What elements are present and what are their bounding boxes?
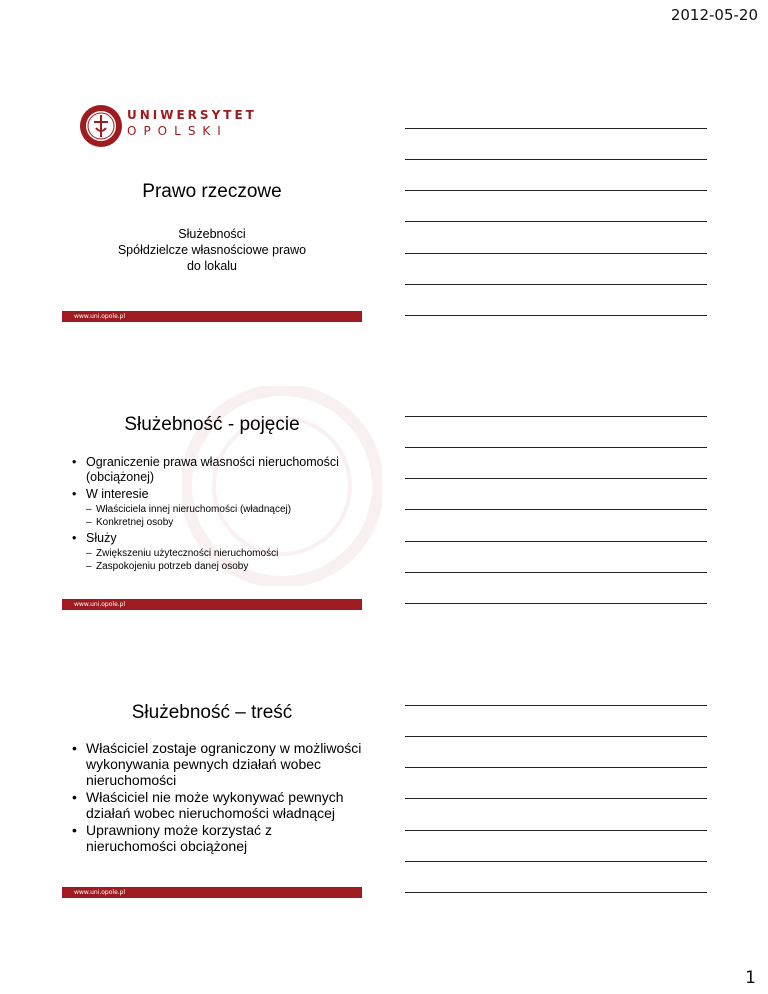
university-logo — [79, 104, 279, 154]
note-line — [405, 705, 707, 706]
sub-bullet-item: – Konkretnej osoby — [86, 516, 362, 529]
print-date: 2012-05-20 — [670, 6, 758, 24]
notes-lines-2 — [405, 416, 707, 608]
slide-subtitle — [62, 226, 362, 274]
note-line — [405, 447, 707, 448]
subtitle-line: do lokalu — [186, 259, 238, 273]
note-line — [405, 509, 707, 510]
notes-lines-1 — [405, 128, 707, 320]
bullet-list — [72, 455, 362, 575]
note-line — [405, 603, 707, 604]
note-line — [405, 253, 707, 254]
note-line — [405, 190, 707, 191]
logo-wordmark — [127, 108, 257, 138]
bullet-item — [72, 455, 362, 485]
note-line — [405, 315, 707, 316]
note-line — [405, 128, 707, 129]
footer-url: www.uni.opole.pl — [74, 313, 126, 320]
note-line — [405, 736, 707, 737]
bullet-item — [72, 531, 362, 573]
slide-3 — [62, 654, 362, 898]
sub-bullet-list — [86, 503, 362, 529]
footer-url: www.uni.opole.pl — [74, 601, 126, 608]
page-number: 1 — [745, 968, 756, 988]
sub-bullet-item: – Zwiększeniu użyteczności nieruchomości — [86, 547, 362, 560]
logo-line1: UNIWERSYTET — [127, 108, 257, 122]
sub-bullet-item: – Zaspokojeniu potrzeb danej osoby — [86, 560, 362, 573]
subtitle-line: Spółdzielcze własnościowe prawo — [117, 243, 307, 257]
slide-1 — [62, 76, 362, 322]
note-line — [405, 861, 707, 862]
slide-title: Prawo rzeczowe — [142, 181, 282, 202]
note-line — [405, 892, 707, 893]
logo-line2: OPOLSKI — [127, 124, 228, 138]
sub-bullet-list — [86, 547, 362, 573]
note-line — [405, 798, 707, 799]
note-line — [405, 541, 707, 542]
slide-footer-bar — [62, 311, 362, 322]
note-line — [405, 572, 707, 573]
slide-footer-bar — [62, 599, 362, 610]
slide-2 — [62, 366, 362, 610]
university-seal-icon — [79, 104, 123, 148]
subtitle-line: Służebności — [178, 227, 246, 241]
note-line — [405, 221, 707, 222]
bullet-text: Służy — [86, 531, 117, 545]
note-line — [405, 159, 707, 160]
bullet-item — [72, 487, 362, 529]
note-line — [405, 478, 707, 479]
note-line — [405, 284, 707, 285]
footer-url: www.uni.opole.pl — [74, 889, 126, 896]
bullet-item: • Uprawniony może korzystać z nieruchomości obciążonej — [72, 822, 362, 854]
slide-title: Służebność - pojęcie — [124, 414, 300, 435]
note-line — [405, 830, 707, 831]
bullet-text: Ograniczenie prawa własności nieruchomości (obciążonej) — [86, 455, 339, 484]
bullet-text: W interesie — [86, 487, 149, 501]
note-line — [405, 767, 707, 768]
bullet-item: • Właściciel nie może wykonywać pewnych działań wobec nieruchomości władnącej — [72, 789, 362, 821]
bullet-list — [72, 740, 362, 855]
bullet-item: • Właściciel zostaje ograniczony w możliwości wykonywania pewnych działań wobec nieruchomości — [72, 740, 362, 788]
notes-lines-3 — [405, 705, 707, 897]
slide-title: Służebność – treść — [131, 702, 293, 723]
sub-bullet-item: – Właściciela innej nieruchomości (władnącej) — [86, 503, 362, 516]
slide-footer-bar — [62, 887, 362, 898]
note-line — [405, 416, 707, 417]
